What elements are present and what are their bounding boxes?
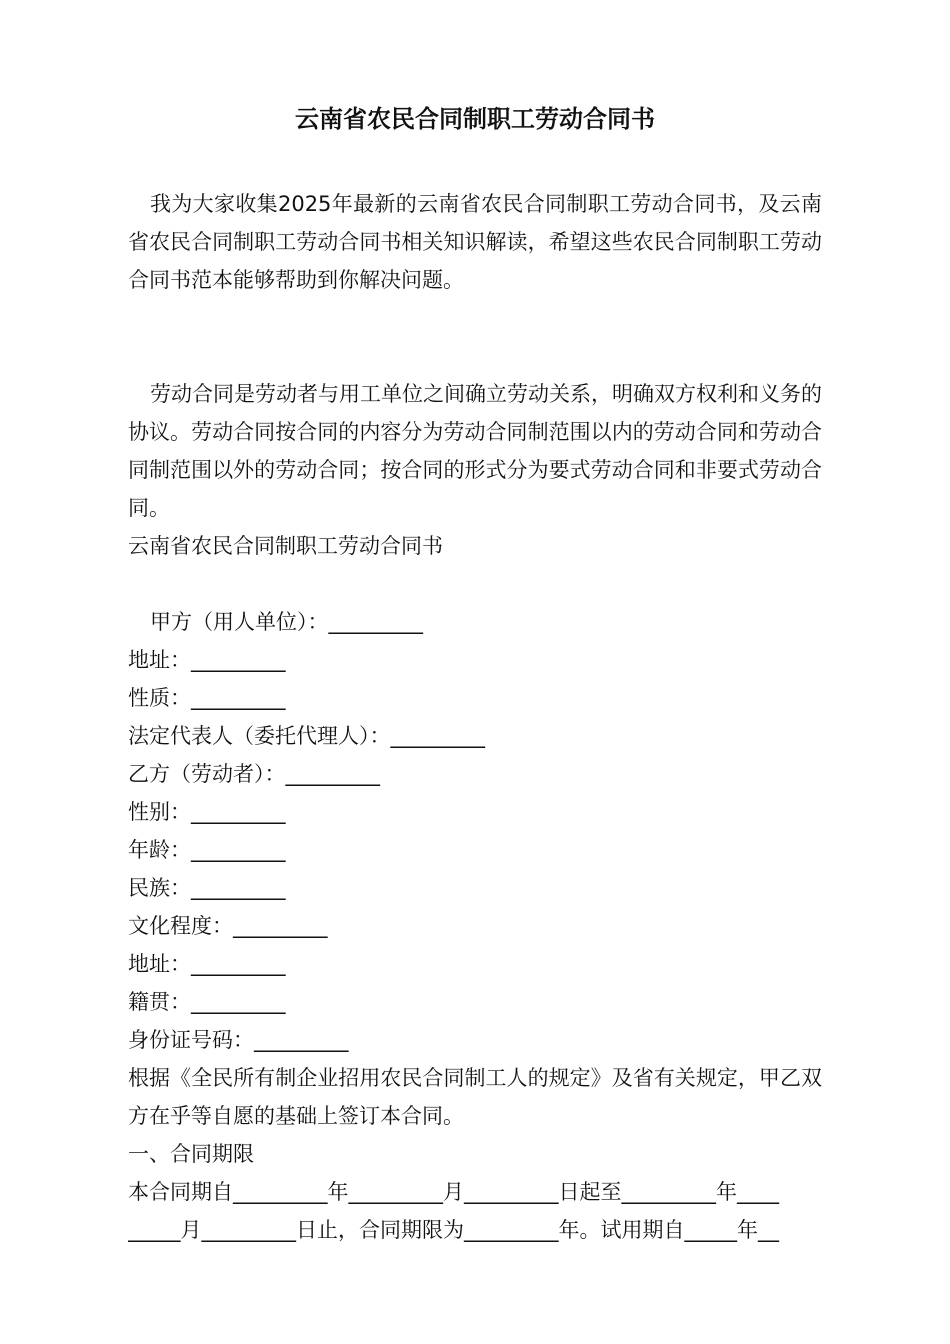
gender-field: 性别：_________ bbox=[128, 800, 286, 824]
ethnicity-field: 民族：_________ bbox=[128, 876, 286, 900]
legal-rep-field: 法定代表人（委托代理人）：_________ bbox=[128, 724, 485, 748]
native-place-field: 籍贯：_________ bbox=[128, 990, 286, 1014]
term-line-1: 本合同期自_________年_________月_________日起至_________年____ bbox=[128, 1180, 779, 1204]
age-field: 年龄：_________ bbox=[128, 838, 286, 862]
party-fields bbox=[128, 603, 822, 1059]
party-a-field: 甲方（用人单位）：_________ bbox=[150, 610, 423, 634]
contract-subtitle: 云南省农民合同制职工劳动合同书 bbox=[128, 534, 443, 558]
id-number-field: 身份证号码：_________ bbox=[128, 1028, 349, 1052]
term-clause bbox=[128, 1173, 822, 1249]
education-field: 文化程度：_________ bbox=[128, 914, 328, 938]
basis-paragraph: 根据《全民所有制企业招用农民合同制工人的规定》及省有关规定，甲乙双方在乎等自愿的基础上签订本合同。 bbox=[128, 1066, 822, 1128]
definition-paragraph: 劳动合同是劳动者与用工单位之间确立劳动关系，明确双方权利和义务的协议。劳动合同按合同的内容分为劳动合同制范围以内的劳动合同和劳动合同制范围以外的劳动合同；按合同的形式分为要式劳动合同和非要式劳动合同。 bbox=[128, 382, 822, 520]
section-1-heading: 一、合同期限 bbox=[128, 1142, 254, 1166]
intro-paragraph: 我为大家收集2025年最新的云南省农民合同制职工劳动合同书，及云南省农民合同制职工劳动合同书相关知识解读，希望这些农民合同制职工劳动合同书范本能够帮助到你解决问题。 bbox=[128, 192, 822, 292]
party-b-field: 乙方（劳动者）：_________ bbox=[128, 762, 380, 786]
address-a-field: 地址：_________ bbox=[128, 648, 286, 672]
address-b-field: 地址：_________ bbox=[128, 952, 286, 976]
nature-field: 性质：_________ bbox=[128, 686, 286, 710]
term-line-2: _____月_________日止，合同期限为_________年。试用期自_____年__ bbox=[128, 1218, 779, 1242]
document-title: 云南省农民合同制职工劳动合同书 bbox=[295, 105, 655, 133]
